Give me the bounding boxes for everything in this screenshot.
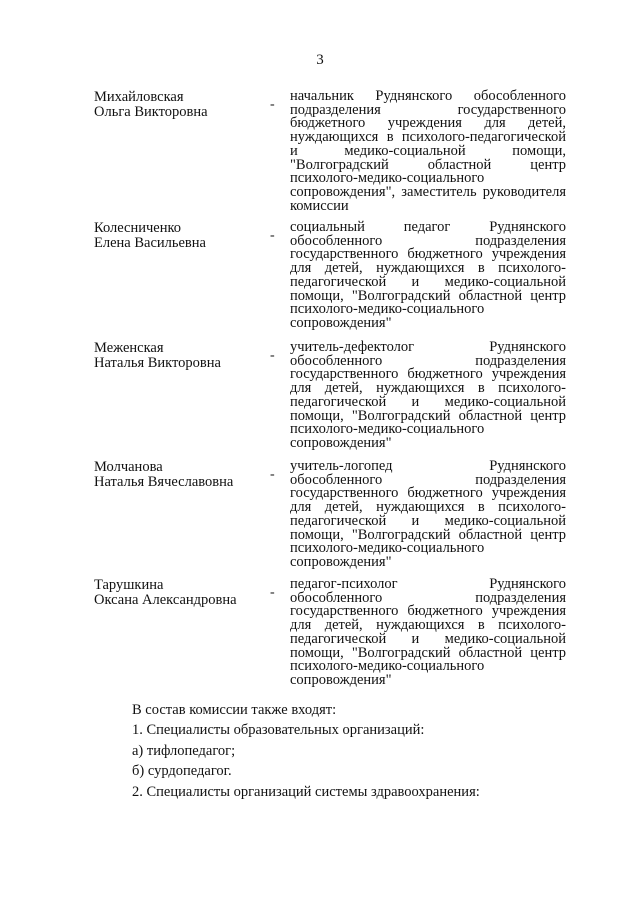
member-name <box>94 578 237 608</box>
additional-intro: В состав комиссии также входят: <box>132 702 337 718</box>
member-given-names: Оксана Александровна <box>94 592 237 608</box>
member-role: учитель-логопед Руднянского обособленного подразделения государственного бюджетного учреждения для детей, нуждающихся в психолого-педагогической и медико-социальной помощи, "Волгоградский областной центр психолого-медико-социального сопровождения" <box>290 458 566 570</box>
additional-item-1: 1. Специалисты образовательных организаций: <box>132 722 425 738</box>
member-role: педагог-психолог Руднянского обособленного подразделения государственного бюджетного учреждения для детей, нуждающихся в психолого-педагогической и медико-социальной помощи, "Волгоградский областной центр психолого-медико-социального сопровождения" <box>290 576 566 688</box>
member-given-names: Наталья Викторовна <box>94 355 221 371</box>
member-surname: Тарушкина <box>94 577 164 593</box>
member-surname: Михайловская <box>94 89 184 105</box>
member-role: социальный педагог Руднянского обособленного подразделения государственного бюджетного учреждения для детей, нуждающихся в психолого-педагогической и медико-социальной помощи, "Волгоградский областной центр психолого-медико-социального сопровождения" <box>290 219 566 331</box>
member-dash: - <box>270 228 275 243</box>
member-dash: - <box>270 348 275 363</box>
member-given-names: Ольга Викторовна <box>94 104 208 120</box>
member-dash: - <box>270 97 275 112</box>
additional-item-1b: б) сурдопедагог. <box>132 763 232 779</box>
member-given-names: Елена Васильевна <box>94 235 206 251</box>
member-surname: Колесниченко <box>94 220 182 236</box>
member-dash: - <box>270 467 275 482</box>
member-role: учитель-дефектолог Руднянского обособленного подразделения государственного бюджетного учреждения для детей, нуждающихся в психолого-педагогической и медико-социальной помощи, "Волгоградский областной центр психолого-медико-социального сопровождения" <box>290 339 566 451</box>
member-given-names: Наталья Вячеславовна <box>94 474 234 490</box>
member-name <box>94 460 233 490</box>
member-surname: Молчанова <box>94 459 163 475</box>
additional-item-1a: а) тифлопедагог; <box>132 743 236 759</box>
member-name <box>94 221 206 251</box>
page-number: 3 <box>316 52 324 68</box>
additional-item-2: 2. Специалисты организаций системы здравоохранения: <box>132 784 480 800</box>
member-name <box>94 90 208 120</box>
member-name <box>94 341 221 371</box>
member-surname: Меженская <box>94 340 164 356</box>
member-dash: - <box>270 585 275 600</box>
member-role: начальник Руднянского обособленного подразделения государственного бюджетного учреждения для детей, нуждающихся в психолого-педагогической и медико-социальной помощи, "Волгоградский областной центр психолого-медико-социального сопровождения", заместитель руководителя комиссии <box>290 88 566 214</box>
